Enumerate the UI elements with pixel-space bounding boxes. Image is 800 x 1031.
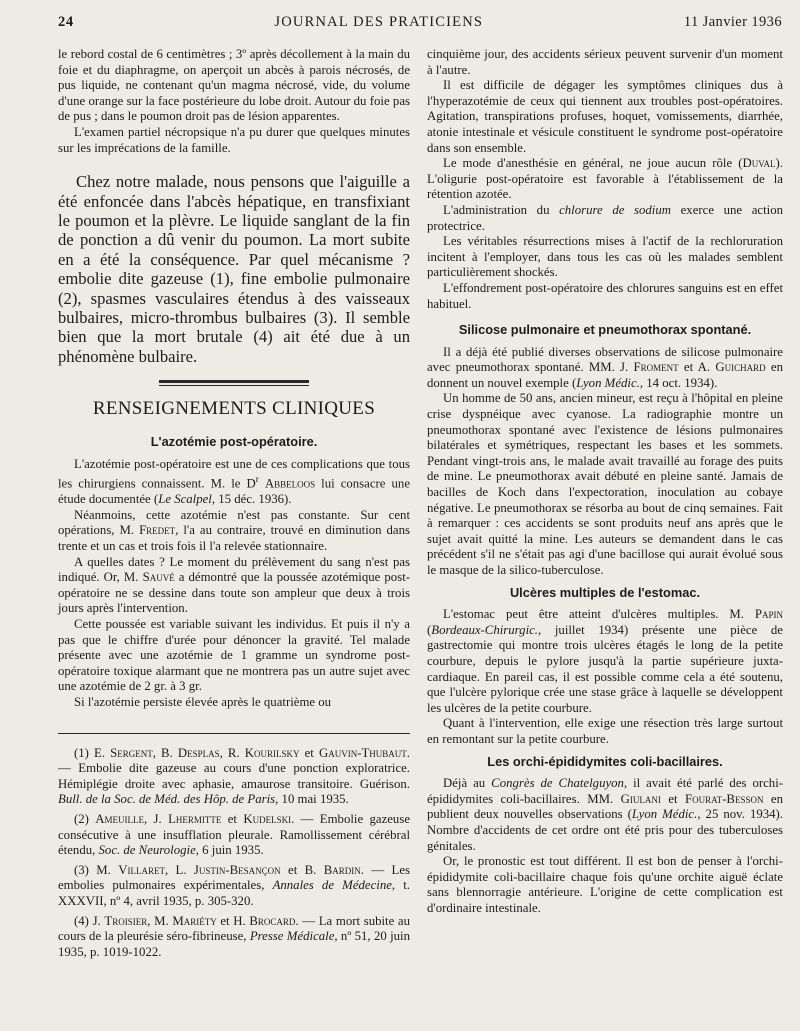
footnote: (2) Ameuille, J. Lhermitte et Kudelski. — Embolie gazeuse consécutive à une insufflation pleurale. Ramollissement cérébral étendu, Soc. de Neurologie, 6 juin 1935.	[58, 811, 410, 858]
paragraph: cinquième jour, des accidents sérieux peuvent survenir d'un moment à l'autre.	[427, 47, 783, 77]
paragraph: le rebord costal de 6 centimètres ; 3º après décollement à la main du foie et du diaphragme, on aperçoit un abcès à parois nécrosés, de pus liquide, ne contenant qu'un magma nécrosé, vide, du volume d'une orange sur la face postérieure du lobe droit. Autour du foie pas de pus ; dans le poumon droit pas de lésion apparentes.	[58, 47, 410, 124]
author-name: Abbeloos	[264, 476, 316, 491]
author-name: Sauvé	[142, 570, 175, 585]
paragraph: Déjà au Congrès de Chatelguyon, il avait été parlé des orchi-épididymites coli-bacillaires. MM. Giulani et Fourat-Besson en publient deux nouvelles observations (Lyon Médic., 25 nov. 1934). Nombre d'accidents de cet ordre ont été pris pour des tuberculoses génitales.	[427, 776, 784, 853]
footnote: (4) J. Troisier, M. Mariéty et H. Brocard. — La mort subite au cours de la pleurésie séro-fibrineuse, Presse Médicale, nº 51, 20 juin 1935, p. 1019-1022.	[58, 913, 411, 959]
paragraph: Quant à l'intervention, elle exige une résection très large surtout en remontant sur la petite courbure.	[427, 716, 783, 746]
paragraph: Chez notre malade, nous pensons que l'aiguille a été enfoncée dans l'abcès hépatique, en transfixiant le poumon et la plèvre. Le liquide sanglant de la fin de ponction a dû venir du poumon. La mort subite en a été la conséquence. Par quel mécanisme ? embolie dite gazeuse (1), fine embolie pulmonaire (2), spasmes vasculaires étendus à des vaisseaux bulbaires, micro-thrombus bulbaires (3). Il semble bien que la mort brutale (4) ait été due à un phénomène bulbaire.	[58, 172, 410, 366]
paragraph: A quelles dates ? Le moment du prélèvement du sang n'est pas indiqué. Or, M. Sauvé a démontré que la poussée azotémique post-opératoire ne se dessine dans toute son ampleur que deux à trois jours après l'intervention.	[58, 554, 411, 616]
paragraph: L'effondrement post-opératoire des chlorures sanguins est en effet habituel.	[427, 280, 783, 311]
journal-title: JOURNAL DES PRATICIENS	[274, 14, 484, 30]
article-heading: Ulcères multiples de l'estomac.	[509, 584, 701, 600]
page-number: 24	[58, 14, 74, 30]
journal-ref: Le Scalpel	[158, 492, 212, 507]
section-divider	[159, 380, 309, 386]
paragraph: L'administration du chlorure de sodium exerce une action protectrice.	[427, 202, 783, 233]
section-title: RENSEIGNEMENTS CLINIQUES	[92, 398, 376, 420]
author-name: Duval	[742, 156, 776, 171]
paragraph: L'azotémie post-opératoire est une de ces complications que tous les chirurgiens connaissent. M. le $D^r$ Abbeloos lui consacre une étude documentée (Le Scalpel, 15 déc. 1936).	[58, 456, 410, 507]
paragraph: Cette poussée est variable suivant les individus. Et puis il n'y a pas que le chiffre d'urée pour dénoncer la gravité. Tel malade présente avec une azotémie de 1 gramme un syndrome post-opératoire toxique alarmant que ne montrera pas un autre sujet avec une azotémie de 2 gr. à 3 gr.	[58, 617, 410, 694]
right-column	[427, 47, 783, 916]
paragraph: Si l'azotémie persiste élevée après le quatrième ou	[74, 694, 332, 709]
footnote: (1) E. Sergent, B. Desplas, R. Kourilsky et Gauvin-Thubaut. — Embolie dite gazeuse au cours d'une ponction exploratrice. Hémiplégie droite avec aphasie, amaurose transitoire. Guérison. Bull. de la Soc. de Méd. des Hôp. de Paris, 10 mai 1935.	[58, 745, 410, 807]
paragraph: Les véritables résurrections mises à l'actif de la rechloruration incitent à l'employer, dans tous les cas où les malades semblent particulièrement shockés.	[427, 234, 783, 280]
paragraph: Le mode d'anesthésie en général, ne joue aucun rôle (Duval). L'oligurie post-opératoire est favorable à l'établissement de la rétention azotée.	[427, 156, 783, 202]
issue-date: 11 Janvier 1936	[683, 14, 782, 30]
author-name: Fredet	[139, 523, 176, 538]
footnotes	[58, 733, 410, 961]
article-heading: Silicose pulmonaire et pneumothorax spontané.	[458, 322, 752, 338]
paragraph: Un homme de 50 ans, ancien mineur, est reçu à l'hôpital en pleine crise dyspnéique avec cyanose. La radiographie montre un pneumothorax spontané avec l'existence de lésions pulmonaires bilatérales et symétriques, respectant les bases et les sommets. Pendant vingt-trois ans, le malade avait travaillé au forage des puits de mine. Le pneumothorax avait débuté en pleine santé. Jamais de bacilles de Koch dans l'expectoration, inoculation au cobaye négative. Le pneumothorax se résorba au bout de cinq semaines. Fait à remarquer : ces accidents se sont produits neuf ans après que le sujet avait quitté la mine. Les auteurs se demandent dans le cas précédent s'il ne s'était pas agi d'une bacillose qui aurait évolué sous le masque de la silico-tuberculose.	[427, 391, 783, 577]
paragraph: L'examen partiel nécropsique n'a pu durer que quelques minutes sur les imprécations de la famille.	[58, 124, 410, 155]
article-heading: L'azotémie post-opératoire.	[150, 434, 318, 450]
running-header	[58, 14, 782, 36]
paragraph: Il a déjà été publié diverses observations de silicose pulmonaire avec pneumothorax spontané. MM. J. Froment et A. Guichard en donnent un nouvel exemple (Lyon Médic., 14 oct. 1934).	[427, 344, 783, 390]
article-heading: Les orchi-épididymites coli-bacillaires.	[487, 753, 723, 769]
paragraph: Néanmoins, cette azotémie n'est pas constante. Sur cent opérations, M. Fredet, l'a au contraire, trouvé en diminution dans trente et un cas et trois fois il l'a relevée stationnaire.	[58, 507, 410, 554]
paragraph: Or, le pronostic est tout différent. Il est bon de penser à l'orchi-épididymite coli-bacillaire chaque fois qu'une orchite aiguë éclate sans blennorragie antérieure. L'origine de cette complication est d'ordinaire intestinale.	[427, 854, 783, 915]
left-column	[58, 47, 410, 964]
paragraph: L'estomac peut être atteint d'ulcères multiples. M. Papin (Bordeaux-Chirurgic., juillet 1934) présente une pièce de gastrectomie qui montre trois ulcères étagés le long de la petite courbure, depuis le pylore jusqu'à la partie supérieure juxta-cardiaque. En pareil cas, il est possible comme cela a été soutenu, que l'ulcère pylorique crée une stase grâce à laquelle se développent les ulcères de la petite courbure.	[427, 607, 783, 715]
footnote: (3) M. Villaret, L. Justin-Besançon et B. Bardin. — Les embolies pulmonaires expérimentales, Annales de Médecine, t. XXXVII, nº 4, avril 1935, p. 305-320.	[58, 862, 411, 908]
paragraph: Il est difficile de dégager les symptômes cliniques dus à l'hyperazotémie de ceux qui tiennent aux troubles post-opératoires. Agitation, transpirations profuses, hoquet, vomissements, diarrhée, atonie intestinale et vésicule constituent le syndrome post-opératoire dans son ensemble.	[427, 78, 783, 155]
